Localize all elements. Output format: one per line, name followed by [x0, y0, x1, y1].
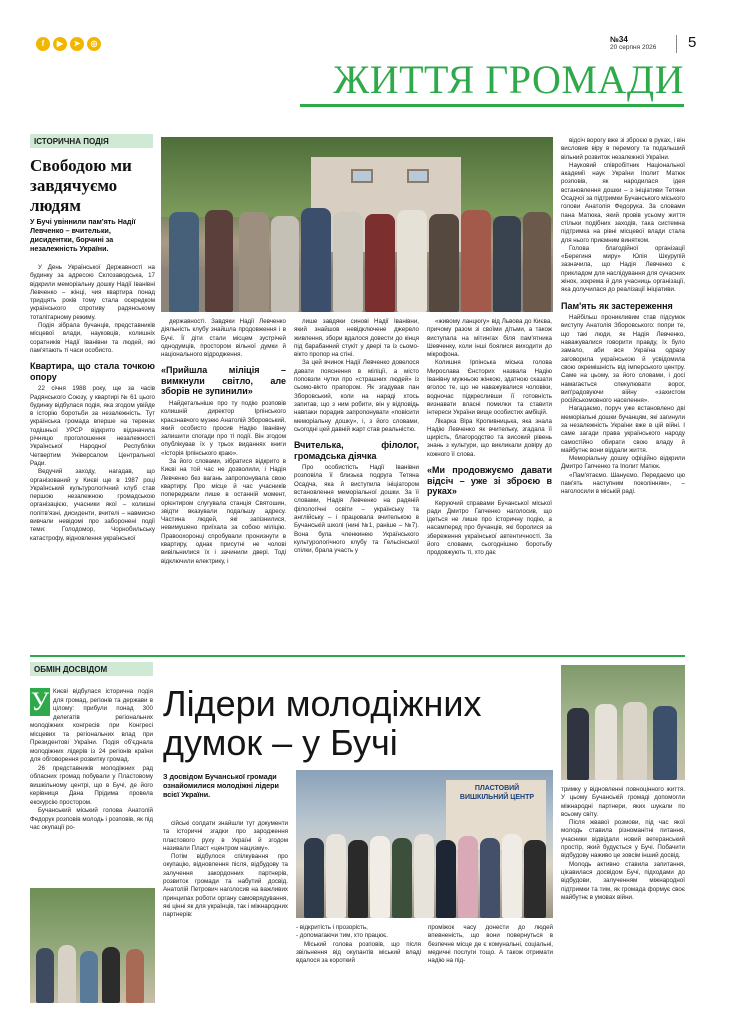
paragraph: Потім відбулося спілкування про окупацію, відновлення після, відбудову та залучення закордонних партнерів, розвиток громади та набутий досвід. Анатолій Петрович наголосив на важливих принципах роботи органу самоврядування, які цінні як для українців, так і міжнародних партнерів:: [163, 853, 288, 919]
article1-column-5: [561, 137, 685, 604]
paragraph: Києві відбулася історична подія для громад, регіонів та держави в цілому: прибули понад 300 делегатів регіональних молодіжних конгресів при Конгресі місцевих та регіональних влад при Президентові України. Подія об'єднала молодіжних лідерів із 24 регіонів країни для обговорення розвитку громад.: [30, 688, 153, 763]
instagram-icon[interactable]: ◎: [87, 37, 101, 51]
paragraph: сійські солдати знайшли тут документи та історичні згадки про зародження пластового руху в Україні й згодом називали Пласт «центром нацизму».: [163, 820, 288, 852]
telegram-icon[interactable]: ➤: [70, 37, 84, 51]
article2-photo-small: [30, 888, 155, 1003]
paragraph: 26 представників молодіжних рад обласних громад побували у Пластовому вишкільному центрі, що в Бучі, де його керівниця Дана Прідима провела екскурсію простором.: [30, 764, 153, 806]
paragraph: тримку у відновленні повноцінного життя. У цьому Бучанській громаді допомогли міжнародні партнери, яких шукали по всьому світу.: [561, 786, 685, 818]
paragraph: Нагадаємо, поруч уже встановлено дві меморіальні дошки бучанцям, які загинули за незалежність України вже в цій війні. І саме загади права українського народу самостійно обирати свою владу й майбутнє вони віддали життя.: [561, 405, 685, 454]
paragraph: Науковий співробітник Національної академії наук України Іполит Матюк розповів, як народилася ідея встановлення дошки – з ініціативи Тетяни Осадчої за підтримки Бучанського міського голови Анатолія Федорука. За словами пана Матюка, який провів усьому життя стільки подібних заходів, така системна підтримка на рівні місцевої влади стала для нього приємним винятком.: [561, 161, 685, 244]
youtube-icon[interactable]: ▶: [53, 37, 67, 51]
paragraph: - відкритість і прозорість,: [296, 924, 368, 931]
paragraph: Про особистість Надії Іванівни розповіла її близька подруга Тетяна Осадча, яка й виступила ініціатором встановлення меморіальної дошки. За її словами, Надія Левченко на радяній філологічні освіти – українську та англійську – і працювала вчителькою в Бучанській школі (нині №1, раніше – №7). Вона була членкинею Українського культурологічного клубу та Гельсінської спілки, брала участь у: [294, 464, 419, 555]
paragraph: Молодь активно ставила запитання, цікавилася досвідом Бучі, підходами до відбудови, залученням міжнародної підтримки та тим, як громада формує своє майбутнє в умовах війни.: [561, 860, 685, 901]
paragraph: Ведучий заходу, нагадав, що організований у Києві ще в 1987 році Український культурологічний клуб став першою незалежною громадською організацією, учасники якої – колишні політв'язні, дисиденти, вчителі – навмисно вивчали невідомі про заборонені події теми: Голодомор, Чорнобильську катастрофу, відновлення української: [30, 468, 155, 542]
facebook-icon[interactable]: f: [36, 37, 50, 51]
header-divider: [676, 35, 677, 53]
article1-photo: [161, 137, 553, 312]
paragraph: За цей вчинок Надії Левченко довелося давати пояснення в міліції, а місто поповзли чутки про «страшних людей» із сьомо-вікто прапором. Як згадував пан Зборовський, коли на нараді хтось запитав, що з ним робити, він у відповідь навпаки порадив запропонувати «повісити меморіальну дошку», і, з його словами, сьогодні цей давній жарт став реальністю.: [294, 359, 419, 433]
rubric-exchange: ОБМІН ДОСВІДОМ: [34, 665, 108, 674]
rubric-historical: ІСТОРИЧНА ПОДІЯ: [34, 137, 109, 146]
paragraph: Міський голова розповів, що після звільнення від окупантів міський владі вдалося за короткий: [296, 940, 421, 965]
paragraph: «живому ланцюгу» від Львова до Києва, причому разом зі своїми дітьми, а також виступала на мітингах біля пам'ятника Шевченку, коли інші боялися виходити до мікрофона.: [427, 318, 552, 359]
article1-column-1: [30, 264, 155, 604]
subheading: Вчителька, філолог, громадська діячка: [294, 440, 419, 461]
article2-column-5: [561, 786, 685, 1003]
paragraph: «Пам'ятаємо. Шануємо. Передаємо цю пам'ять наступним поколінням», – наголосили в міській раді.: [561, 471, 685, 496]
article2-column-3: [296, 924, 421, 1003]
social-icons: [36, 37, 101, 51]
paragraph: Меморіальну дошку офіційно відкрили Дмитро Гапченко та Іполит Матюк.: [561, 455, 685, 471]
page-number: 5: [688, 34, 697, 51]
article1-column-3: [294, 318, 419, 604]
paragraph: Найбільш проникливим став підсумок виступу Анатолія Зборовського: попри те, що такі люди, як Надія Левченко, наважувалися говорити правду, їх було замало, аби вся Україна одразу заговорила українською й усвідомила свою окремішність від імперського центру. Саме на цьому, за його словами, і досі намагається спекулювати ворог, вип'радовуючи війну «захистом російськомовного населення».: [561, 314, 685, 405]
article1-column-4: [427, 318, 552, 604]
subheading: Квартира, що стала точкою опору: [30, 361, 155, 382]
article1-headline: Свободою ми завдячуємо людям: [30, 156, 132, 215]
building-sign: ПЛАСТОВИЙ ВИШКІЛЬНИЙ ЦЕНТР: [459, 785, 535, 801]
article2-headline: Лідери молодіжних думок – у Бучі: [163, 683, 482, 763]
paragraph: Голова благодійної організації «Берегиня миру» Юлія Шкурупій зазначила, що Надія Левченко є прикладом для наслідування для сучасних жінок, зокрема й для учасниць організації, яка долучилася до реалізації ініціативи.: [561, 244, 685, 294]
article1-lead: У Бучі увіннили пам'ять Надії Левченко – вчительки, дисидентки, борчині за незалежність України.: [30, 217, 136, 253]
paragraph: Подія зібрала бучанців, представників місцевої влади, науковців, колишніх соратників Надії Іванівни та людей, які пам'ятають ті часи особисто.: [30, 322, 155, 354]
issue-date: 20 серпня 2026: [610, 44, 657, 51]
article2-column-2: [163, 820, 288, 1003]
paragraph: Лікарка Віра Кропивницька, яка знала Надію Левченко як вчительку, згадала її щирість, благородство та високий рівень знань з культури, що викликали довіру до кожного її слова.: [427, 417, 552, 458]
article2-column-4: [428, 924, 553, 1003]
issue-number: №34: [610, 35, 628, 44]
paragraph: проміжок часу донести до людей впевненість, що вони повернуться в безпечне місце де є комунальні, соціальні, медичні послуги тощо. А також отримати надію на під-: [428, 924, 553, 965]
section-title: ЖИТТЯ ГРОМАДИ: [333, 57, 684, 102]
section-title-underline: [300, 104, 684, 107]
article2-divider: [30, 655, 685, 657]
paragraph: У День Української Державності на будинку за адресою Склозаводська, 17 відкрили меморіальну дошку Надії Іванівні Левченко – жінці, чия квартира понад тридцять років тому стала осередком українського спротиву радянському тоталітарному режиму.: [30, 264, 155, 321]
paragraph: Бучанський міський голова Анатолій Федорук розповів молодь і розповів, як під час окупації ро-: [30, 807, 153, 831]
article2-photo-right: [561, 665, 685, 780]
article2-lead: З досвідом Бучанської громади ознайомилися молодіжні лідери всієї України.: [163, 772, 279, 799]
paragraph: За його словами, зібратися відкрито в Києві на той час не дозволили, і Надія Левченко без вагань запропонувала свою квартиру. Про місце й час учасників попереджали лише в останній момент, орієнтиром слугувала станція Святошин, звідти вказували подальшу адресу. Частина людей, які запізнилися, невимушено приїхала за собою міліцію. Правоохоронці спробували пронизнути в квартиру, однак присутні не чолові вивільнилися їх і зачинили двері. Тоді відключили електрику, і: [161, 458, 286, 565]
paragraph: - допомагаючи тим, хто працює.: [296, 932, 389, 940]
paragraph: Найдетальніше про ту подію розповів колишній директор Ірпінського краєзнавчого музею Анатолій Зборовський, який особисто просив Надію Іванівну залишити спогади про ті події. Він згодом опублікував їх у трьох виданнях книги «Історія Ірпінського краю».: [161, 399, 286, 457]
paragraph: Колишня Ірпінська міська голова Мирослава Єнсторих назвала Надію Іванівну мужньою жінкою, здатною сказати вголос те, що не наважувалися чоловіки, водночас підкресливши її готовність визнавати власні помилки та ставити інтереси України вище особистих амбіцій.: [427, 359, 552, 417]
paragraph: 22 січня 1988 року, ще за часів Радянського Союзу, у квартирі № 61 цього будинку відбулася подія, яка згодом увійде в історію боротьби за незалежність. Тут українська громада вперше на теренах тодішньої УРСР відкрито відзначила річницю проголошення незалежності Української Народної Республіки Четвертим Універсалом Центральної Ради.: [30, 385, 155, 467]
drop-cap: У: [30, 688, 50, 716]
article1-column-2: [161, 318, 286, 604]
article2-photo-group: [296, 770, 553, 918]
paragraph: відсіч ворогу вже зі зброєю в руках, і він висловив віру в перемогу та подальший вільний розвиток незалежної України.: [561, 137, 685, 161]
subheading: «Ми продовжуємо давати відсіч – уже зі зброєю в руках»: [427, 465, 552, 497]
paragraph: лише завдяки синові Надії Іванівни, який знайшов невідключене джерело живлення, збори вдалося довести до кінця під барабанний стукіт у двері та із сьомо-вікто пропор на стіні.: [294, 318, 419, 359]
subheading: «Прийшла міліція – вимкнули світло, але зборів не зупинили»: [161, 365, 286, 397]
subheading: Пам'ять як застереження: [561, 300, 673, 311]
paragraph: Керуючий справами Бучанської міської ради Дмитро Гапченко наголосив, що ідеться не лише про історичну подію, а насамперед про бучанців, які боролися за збереження української автентичності. За його словами, сьогоднішню боротьбу продовжують ті, хто дає: [427, 499, 552, 557]
paragraph: Після жвавої розмови, під час якої молодь ставила різноманітні питання, учасники відвідали новий ветеранський простір, який будується у Бучі. Побачити відбудову наживо це зовсім інший досвід.: [561, 819, 685, 860]
paragraph: державності. Завдяки Надії Левченко діяльність клубу знайшла продовження і в Бучі. Її діти стали місцем зустрічей однодумців, простором вільної думки й національного відродження.: [161, 318, 286, 359]
article2-column-1: [30, 688, 153, 882]
